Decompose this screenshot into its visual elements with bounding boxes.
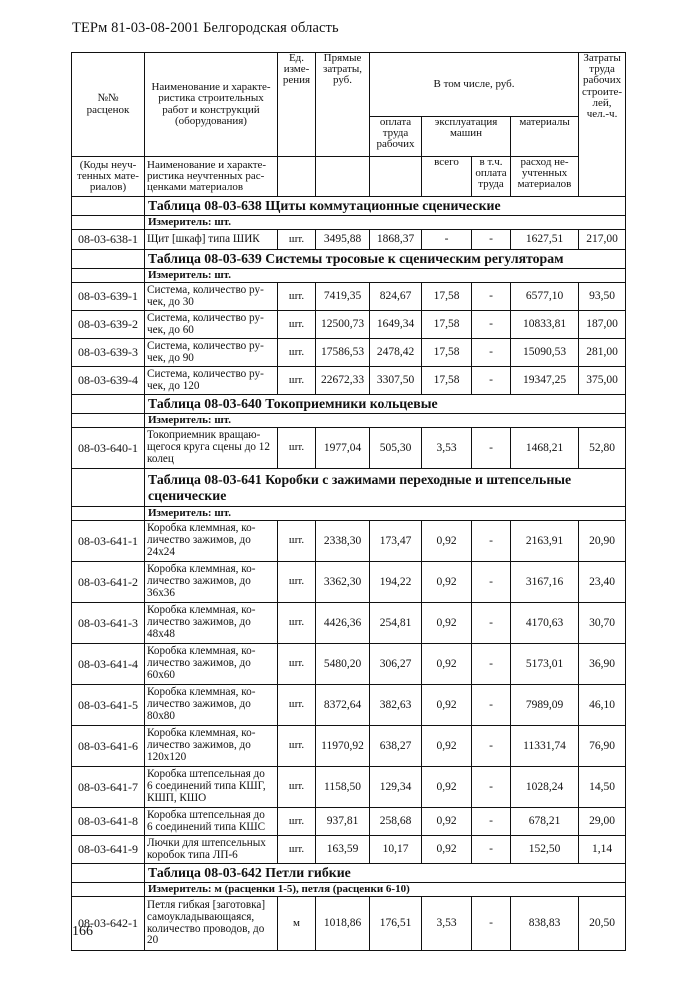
rate-code: 08-03-642-1 [72, 897, 145, 951]
materials-cell: 19347,25 [511, 367, 579, 395]
rate-code: 08-03-641-9 [72, 836, 145, 864]
table-title: Таблица 08-03-640 Токоприемники кольцевые [145, 395, 626, 414]
rate-code: 08-03-639-4 [72, 367, 145, 395]
direct-costs-cell: 2338,30 [316, 521, 370, 562]
machines-total-cell: 0,92 [422, 685, 472, 726]
rate-code: 08-03-639-1 [72, 283, 145, 311]
workers-labor-cell: 281,00 [579, 339, 626, 367]
machines-labor-cell: - [472, 283, 511, 311]
unaccounted-codes-header: (Коды неуч- тенных мате- риалов) [72, 157, 145, 197]
meter-row [72, 216, 626, 230]
rate-name-line: Система, количество ру- [147, 283, 264, 296]
blank-cell [72, 250, 145, 269]
rate-name-line: коробок типа ЛП-6 [147, 848, 238, 861]
machines-header: эксплуатация машин [422, 117, 511, 157]
rate-name-line: Токоприемник вращаю- [147, 429, 261, 442]
workers-labor-cell: 375,00 [579, 367, 626, 395]
direct-costs-header: Прямые затраты, руб. [316, 53, 370, 157]
table-row [72, 521, 626, 562]
machines-labor-cell: - [472, 367, 511, 395]
rate-name [145, 230, 278, 250]
blank-cell [72, 883, 145, 897]
rate-name-line: колец [147, 452, 174, 465]
table-row [72, 367, 626, 395]
direct-costs-cell: 11970,92 [316, 726, 370, 767]
rate-name-line: Петля гибкая [заготовка] [147, 899, 266, 911]
machines-total-cell: 17,58 [422, 283, 472, 311]
machines-total-cell: 0,92 [422, 808, 472, 836]
rate-name-line: Коробка клеммная, ко- [147, 563, 256, 576]
rate-name-line: Коробка штепсельная до [147, 808, 265, 821]
materials-cell: 6577,10 [511, 283, 579, 311]
machines-total-cell: 17,58 [422, 367, 472, 395]
rate-name-line: чек, до 60 [147, 323, 194, 336]
rate-name [145, 836, 278, 864]
table-row [72, 808, 626, 836]
materials-cell: 1028,24 [511, 767, 579, 808]
rate-name [145, 808, 278, 836]
meter-row [72, 883, 626, 897]
table-title-row [72, 197, 626, 216]
machines-labor-cell: - [472, 808, 511, 836]
workers-labor-cell: 217,00 [579, 230, 626, 250]
workers-labor-cell: 187,00 [579, 311, 626, 339]
unit-cell: шт. [278, 603, 316, 644]
rate-name [145, 311, 278, 339]
direct-costs-cell: 1018,86 [316, 897, 370, 951]
meter-row [72, 414, 626, 428]
rates-table [71, 52, 626, 951]
unaccounted-materials-header: расход не- учтенных материалов [511, 157, 579, 197]
rate-name [145, 428, 278, 469]
table-row [72, 644, 626, 685]
materials-cell: 5173,01 [511, 644, 579, 685]
table-row [72, 311, 626, 339]
machines-labor-cell: - [472, 339, 511, 367]
labor-pay-cell: 176,51 [370, 897, 422, 951]
labor-pay-cell: 258,68 [370, 808, 422, 836]
meter-label: Измеритель: шт. [145, 414, 626, 428]
blank-cell [72, 197, 145, 216]
table-title-row [72, 469, 626, 507]
materials-cell: 11331,74 [511, 726, 579, 767]
unaccounted-name-header: Наименование и характе- ристика неучтенных рас- ценками материалов [145, 157, 278, 197]
machines-labor-header: в т.ч. оплата труда [472, 157, 511, 197]
materials-cell: 2163,91 [511, 521, 579, 562]
workers-labor-cell: 93,50 [579, 283, 626, 311]
machines-total-cell: 3,53 [422, 428, 472, 469]
rate-name [145, 644, 278, 685]
materials-cell: 678,21 [511, 808, 579, 836]
labor-pay-cell: 173,47 [370, 521, 422, 562]
incl-header: В том числе, руб. [370, 53, 579, 117]
machines-labor-cell: - [472, 521, 511, 562]
meter-label: Измеритель: м (расценки 1-5), петля (расценки 6-10) [145, 883, 626, 897]
blank-header [278, 157, 316, 197]
labor-pay-cell: 10,17 [370, 836, 422, 864]
machines-labor-cell: - [472, 230, 511, 250]
meter-row [72, 507, 626, 521]
rate-code: 08-03-641-2 [72, 562, 145, 603]
rate-name [145, 562, 278, 603]
direct-costs-cell: 8372,64 [316, 685, 370, 726]
labor-pay-cell: 824,67 [370, 283, 422, 311]
workers-labor-cell: 29,00 [579, 808, 626, 836]
labor-pay-cell: 505,30 [370, 428, 422, 469]
workers-labor-cell: 76,90 [579, 726, 626, 767]
rate-name-line: количество проводов, до [147, 922, 265, 935]
machines-total-cell: 0,92 [422, 562, 472, 603]
machines-total-cell: 17,58 [422, 339, 472, 367]
unit-cell: шт. [278, 808, 316, 836]
rate-name-line: Система, количество ру- [147, 367, 264, 380]
machines-labor-cell: - [472, 311, 511, 339]
table-row [72, 685, 626, 726]
rate-name-line: Коробка клеммная, ко- [147, 686, 256, 699]
blank-header [316, 157, 370, 197]
rate-code: 08-03-639-3 [72, 339, 145, 367]
labor-pay-cell: 382,63 [370, 685, 422, 726]
rate-code: 08-03-640-1 [72, 428, 145, 469]
unit-cell: шт. [278, 339, 316, 367]
unit-cell: шт. [278, 311, 316, 339]
materials-cell: 838,83 [511, 897, 579, 951]
meter-label: Измеритель: шт. [145, 269, 626, 283]
rate-name-line: Система, количество ру- [147, 311, 264, 324]
rate-name-line: чек, до 30 [147, 295, 194, 308]
labor-pay-header: оплата труда рабочих [370, 117, 422, 157]
rate-name-line: чек, до 90 [147, 351, 194, 364]
unit-cell: шт. [278, 367, 316, 395]
table-title: Таблица 08-03-638 Щиты коммутационные сценические [145, 197, 626, 216]
rate-name-line: личество зажимов, до [147, 534, 251, 547]
direct-costs-cell: 163,59 [316, 836, 370, 864]
machines-total-cell: 0,92 [422, 836, 472, 864]
workers-labor-cell: 14,50 [579, 767, 626, 808]
workers-labor-cell: 20,50 [579, 897, 626, 951]
labor-pay-cell: 3307,50 [370, 367, 422, 395]
blank-cell [72, 269, 145, 283]
table-row [72, 283, 626, 311]
rate-name-line: Коробка клеммная, ко- [147, 645, 256, 658]
rate-name-line: Щит [шкаф] типа ШИК [147, 232, 260, 245]
rate-name-line: щегося круга сцены до 12 [147, 441, 270, 454]
rate-code: 08-03-638-1 [72, 230, 145, 250]
rate-name [145, 726, 278, 767]
rate-name-line: личество зажимов, до [147, 657, 251, 670]
blank-cell [72, 507, 145, 521]
rate-name-line: личество зажимов, до [147, 739, 251, 752]
meter-row [72, 269, 626, 283]
machines-labor-cell: - [472, 767, 511, 808]
rate-code: 08-03-641-3 [72, 603, 145, 644]
machines-labor-cell: - [472, 644, 511, 685]
rate-code: 08-03-641-5 [72, 685, 145, 726]
direct-costs-cell: 12500,73 [316, 311, 370, 339]
rate-name-line: чек, до 120 [147, 379, 200, 392]
machines-labor-cell: - [472, 562, 511, 603]
machines-total-cell: 0,92 [422, 726, 472, 767]
materials-cell: 15090,53 [511, 339, 579, 367]
rate-code: 08-03-641-4 [72, 644, 145, 685]
unit-cell: шт. [278, 230, 316, 250]
rate-name-line: 60x60 [147, 668, 175, 681]
machines-total-cell: 0,92 [422, 644, 472, 685]
direct-costs-cell: 5480,20 [316, 644, 370, 685]
workers-labor-cell: 30,70 [579, 603, 626, 644]
machines-labor-cell: - [472, 836, 511, 864]
materials-cell: 3167,16 [511, 562, 579, 603]
machines-total-cell: 0,92 [422, 521, 472, 562]
rate-name-line: Лючки для штепсельных [147, 836, 266, 849]
direct-costs-cell: 1977,04 [316, 428, 370, 469]
rate-code: 08-03-641-8 [72, 808, 145, 836]
machines-total-cell: 0,92 [422, 603, 472, 644]
direct-costs-cell: 22672,33 [316, 367, 370, 395]
name-header: Наименование и характе- ристика строительных работ и конструкций (оборудования) [145, 53, 278, 157]
machines-total-cell: 17,58 [422, 311, 472, 339]
unit-header: Ед. измe- рения [278, 53, 316, 157]
unit-cell: шт. [278, 836, 316, 864]
table-row [72, 726, 626, 767]
labor-pay-cell: 254,81 [370, 603, 422, 644]
materials-cell: 7989,09 [511, 685, 579, 726]
blank-cell [72, 216, 145, 230]
workers-labor-cell: 20,90 [579, 521, 626, 562]
machines-labor-cell: - [472, 603, 511, 644]
machines-labor-cell: - [472, 685, 511, 726]
workers-labor-cell: 46,10 [579, 685, 626, 726]
labor-pay-cell: 129,34 [370, 767, 422, 808]
table-title-row [72, 864, 626, 883]
workers-labor-cell: 1,14 [579, 836, 626, 864]
direct-costs-cell: 4426,36 [316, 603, 370, 644]
table-row [72, 562, 626, 603]
direct-costs-cell: 7419,35 [316, 283, 370, 311]
rate-name [145, 603, 278, 644]
rate-name-line: личество зажимов, до [147, 698, 251, 711]
rate-name-line: 6 соединений типа КШГ, [147, 780, 266, 793]
rate-name-line: Система, количество ру- [147, 339, 264, 352]
table-title-row [72, 395, 626, 414]
rate-name-line: КШП, КШО [147, 791, 207, 804]
table-body [72, 197, 626, 951]
document-header: ТЕРм 81-03-08-2001 Белгородская область [72, 20, 339, 36]
materials-cell: 4170,63 [511, 603, 579, 644]
meter-label: Измеритель: шт. [145, 507, 626, 521]
workers-labor-cell: 52,80 [579, 428, 626, 469]
table-header [72, 53, 626, 197]
rate-name [145, 283, 278, 311]
rate-name-line: Коробка клеммная, ко- [147, 727, 256, 740]
unit-cell: шт. [278, 767, 316, 808]
direct-costs-cell: 3495,88 [316, 230, 370, 250]
direct-costs-cell: 17586,53 [316, 339, 370, 367]
blank-cell [72, 414, 145, 428]
rate-name-line: 6 соединений типа КШС [147, 820, 266, 833]
table-row [72, 767, 626, 808]
direct-costs-cell: 1158,50 [316, 767, 370, 808]
table-title: Таблица 08-03-642 Петли гибкие [145, 864, 626, 883]
unit-cell: шт. [278, 283, 316, 311]
labor-pay-cell: 1649,34 [370, 311, 422, 339]
meter-label: Измеритель: шт. [145, 216, 626, 230]
rate-name-line: 24x24 [147, 545, 175, 558]
materials-cell: 1627,51 [511, 230, 579, 250]
rate-name-line: Коробка клеммная, ко- [147, 522, 256, 535]
rate-code: 08-03-641-7 [72, 767, 145, 808]
blank-header [370, 157, 422, 197]
rate-name-line: Коробка штепсельная до [147, 768, 265, 781]
workers-labor-header: Затраты труда рабочих строите- лей, чел.-ч. [579, 53, 626, 197]
rate-name-line: Коробка клеммная, ко- [147, 604, 256, 617]
rate-code: 08-03-639-2 [72, 311, 145, 339]
rate-name-line: 36x36 [147, 586, 175, 599]
rate-name [145, 767, 278, 808]
labor-pay-cell: 194,22 [370, 562, 422, 603]
page-number: 166 [72, 924, 93, 939]
blank-cell [72, 395, 145, 414]
blank-cell [72, 864, 145, 883]
table-title: Таблица 08-03-639 Системы тросовые к сценическим регуляторам [145, 250, 626, 269]
table-row [72, 230, 626, 250]
rate-name-line: личество зажимов, до [147, 575, 251, 588]
unit-cell: м [278, 897, 316, 951]
direct-costs-cell: 3362,30 [316, 562, 370, 603]
rate-name-line: самоукладывающаяся, [147, 910, 255, 923]
table-title: Таблица 08-03-641 Коробки с зажимами переходные и штепсельные сценические [145, 469, 626, 507]
machines-labor-cell: - [472, 897, 511, 951]
table-row [72, 603, 626, 644]
rate-code: 08-03-641-1 [72, 521, 145, 562]
rate-name-line: 80x80 [147, 709, 175, 722]
table-row [72, 339, 626, 367]
materials-cell: 10833,81 [511, 311, 579, 339]
rate-code: 08-03-641-6 [72, 726, 145, 767]
unit-cell: шт. [278, 562, 316, 603]
machines-labor-cell: - [472, 428, 511, 469]
machines-total-cell: 0,92 [422, 767, 472, 808]
table-row [72, 836, 626, 864]
rate-name [145, 521, 278, 562]
machines-total-cell: 3,53 [422, 897, 472, 951]
unit-cell: шт. [278, 644, 316, 685]
table-title-row [72, 250, 626, 269]
rate-name [145, 897, 278, 951]
blank-cell [72, 469, 145, 507]
machines-labor-cell: - [472, 726, 511, 767]
materials-header: материалы [511, 117, 579, 157]
labor-pay-cell: 1868,37 [370, 230, 422, 250]
table-row [72, 428, 626, 469]
machines-total-cell: - [422, 230, 472, 250]
table-row [72, 897, 626, 951]
unit-cell: шт. [278, 726, 316, 767]
workers-labor-cell: 23,40 [579, 562, 626, 603]
rate-name-line: личество зажимов, до [147, 616, 251, 629]
rate-name [145, 339, 278, 367]
materials-cell: 152,50 [511, 836, 579, 864]
workers-labor-cell: 36,90 [579, 644, 626, 685]
labor-pay-cell: 2478,42 [370, 339, 422, 367]
rate-name [145, 367, 278, 395]
rate-name [145, 685, 278, 726]
rate-name-line: 48x48 [147, 627, 175, 640]
unit-cell: шт. [278, 428, 316, 469]
unit-cell: шт. [278, 685, 316, 726]
code-header: №№ расценок [72, 53, 145, 157]
direct-costs-cell: 937,81 [316, 808, 370, 836]
unit-cell: шт. [278, 521, 316, 562]
machines-total-header: всего [422, 157, 472, 197]
materials-cell: 1468,21 [511, 428, 579, 469]
rate-name-line: 120x120 [147, 750, 187, 763]
labor-pay-cell: 306,27 [370, 644, 422, 685]
rate-name-line: 20 [147, 934, 159, 947]
labor-pay-cell: 638,27 [370, 726, 422, 767]
